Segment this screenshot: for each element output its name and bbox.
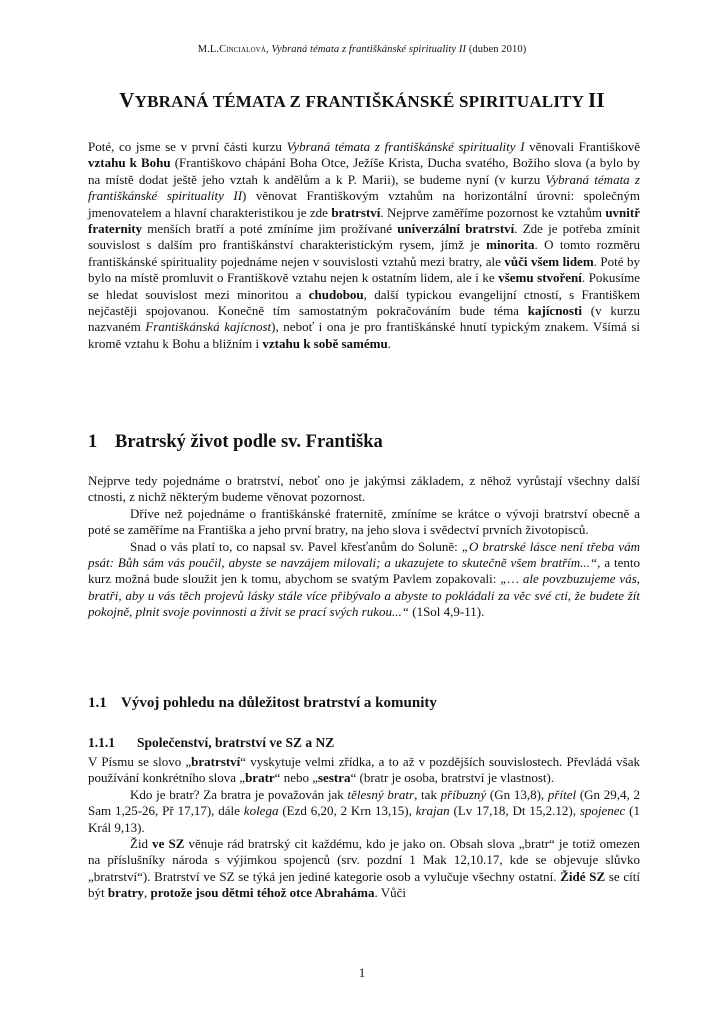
body-paragraph: Žid ve SZ věnuje rád bratrský cit každému, kdo je jako on. Obsah slova „bratr“ je totiž omezen na příslušníky národa s výjimkou spojenců (srv. pozdní 1 Mak 12,10.17, kde se objevuje slůvko „bratrství“). Bratrství ve SZ se týká jen jediné kategorie osob a vylučuje všechny ostatní. Židé SZ se cítí být bratry, protože jsou dětmi téhož otce Abraháma. Vůči <box>88 836 641 901</box>
intro-paragraph: Poté, co jsme se v první části kurzu Vybraná témata z františkánské spirituality I věnovali Františkově vztahu k Bohu (Františkovo chápání Boha Otce, Ježíše Krista, Ducha svatého, Božího slova (a bylo by na místě dodat ještě jeho vztah k andělům a k P. Marii), se budeme nyní (v kurzu Vybraná témata z františkánské spirituality II) věnovat Františkovým vztahům na horizontální úrovni: společným jmenovatelem a hlavní charakteristikou je zde bratrství. Nejprve zaměříme pozornost ke vztahům uvnitř fraternity menších bratří a poté zmíníme jim prožívané univerzální bratrství. Zde je potřeba zmínit souvislost s dalším pro františkánství charakteristickým rysem, jímž je minorita. O tomto rozměru františkánské spirituality pojednáme nejen v souvislosti vztahů mezi bratry, ale vůči všem lidem. Poté by bylo na místě promluvit o Františkově vztahu nejen k ostatním lidem, ale i ke všemu stvoření. Pokusíme se hledat souvislost mezi minoritou a chudobou, další typickou evangelijní ctností, s Františkem nejčastěji spojovanou. Konečně tím samostatným pokračováním bude téma kajícnosti (v kurzu nazvaném Františkánská kajícnost), neboť i ona je pro františkánské hnutí typickým znakem. Všímá si kromě vztahu k Bohu a bližním i vztahu k sobě samému. <box>88 139 641 351</box>
intro-section <box>88 139 640 352</box>
body-paragraph: Kdo je bratr? Za bratra je považován jak tělesný bratr, tak příbuzný (Gn 13,8), přítel (Gn 29,4, 2 Sam 1,25-26, Př 17,17), dále kolega (Ezd 6,20, 2 Krn 13,15), krajan (Lv 17,18, Dt 15,2.12), spojenec (1 Král 9,13). <box>88 786 641 835</box>
body-paragraph: Dříve než pojednáme o františkánské fraternitě, zmíníme se krátce o vývoji bratrství obecně a poté se zaměříme na Františka a jeho první bratry, na jeho slova i svědectví prvních životopisců. <box>88 505 640 538</box>
section-number: 1 <box>88 432 98 452</box>
subsection-heading-1-1 <box>88 695 437 712</box>
section-1-body <box>88 473 640 621</box>
body-paragraph: Nejprve tedy pojednáme o bratrství, neboť ono je jakýmsi základem, z něhož vyrůstají všechny další ctnosti, z nichž některým budeme věnovat pozornost. <box>88 473 640 505</box>
body-paragraph: Snad o vás platí to, co napsal sv. Pavel křesťanům do Soluně: „O bratrské lásce není třeba vám psát: Bůh sám vás poučil, abyste se navzájem milovali; a ukazujete to skutečně všem bratřím...“, a tento kurz možná bude sloužit jen k tomu, abychom se svatým Pavlem zopakovali: „… ale povzbuzujeme vás, bratři, aby u vás těch projevů lásky stále více přibývalo a abyste to pokládali za věc své cti, že budete žít pokojně, plnit svoje povinnosti a živit se prací svých rukou...“ (1Sol 4,9-11). <box>88 538 641 620</box>
header-author-initials: M.L. <box>197 44 220 55</box>
subsubsection-title: Společenství, bratrství ve SZ a NZ <box>137 735 335 750</box>
section-1-1-1-body <box>88 754 640 902</box>
subsubsection-heading-1-1-1 <box>88 735 334 751</box>
section-title: Bratrský život podle sv. Františka <box>115 432 383 452</box>
header-course-title: Vybraná témata z františkánské spirituality II <box>271 44 467 55</box>
subsection-title: Vývoj pohledu na důležitost bratrství a komunity <box>121 695 437 711</box>
running-header: M.L.Cincialová, Vybraná témata z františkánské spirituality II (duben 2010) <box>197 44 527 55</box>
subsection-number: 1.1 <box>88 695 107 711</box>
section-heading-1 <box>88 432 383 453</box>
header-date: (duben 2010) <box>468 44 527 55</box>
header-author-surname: Cincialová <box>219 44 266 55</box>
page-number: 1 <box>358 965 366 980</box>
subsubsection-number: 1.1.1 <box>88 735 115 750</box>
document-title: VYBRANÁ TÉMATA Z FRANTIŠKÁNSKÉ SPIRITUALITY II <box>119 88 605 112</box>
body-paragraph: V Písmu se slovo „bratrství“ vyskytuje velmi zřídka, a to až v pozdějších souvislostech. Převládá však používání konkrétního slova „bratr“ nebo „sestra“ (bratr je osoba, bratrství je vlastnost). <box>88 754 641 786</box>
